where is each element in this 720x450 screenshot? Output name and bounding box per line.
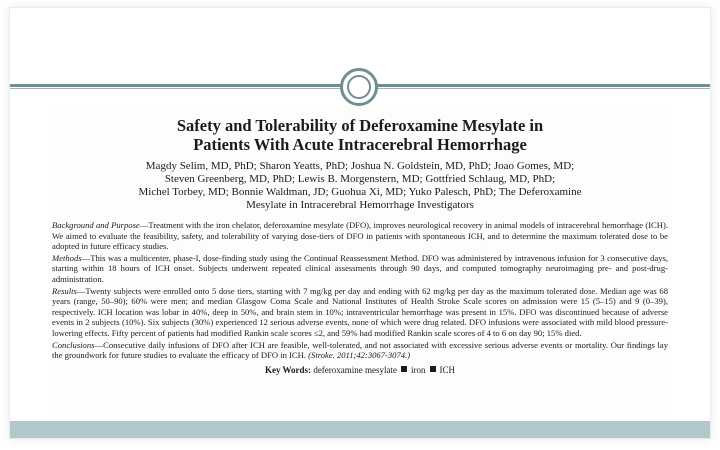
author-list [62,160,658,212]
section-text: Treatment with the iron chelator, deferoxamine mesylate (DFO), improves neurological recovery in animal models of intracerebral hemorrhage (ICH). We aimed to evaluate the feasibility, safety, and tolerability of varying dose-tiers of DFO in patients with spontaneous ICH, and to determine the maximum tolerated dose to be adopted in future efficacy studies. [52,220,669,252]
circle-ornament-icon [340,68,378,106]
paper-title-line: Patients With Acute Intracerebral Hemorrhage [193,135,527,154]
section-label: Background and Purpose [52,220,140,230]
section-label: Results [52,285,77,296]
paper-title-line: Safety and Tolerability of Deferoxamine Mesylate in [176,116,544,135]
slide-footer-band [10,421,710,438]
abstract-methods: Methods—This was a multicenter, phase-I, dose-finding study using the Continual Reassessment Method. DFO was administered by intravenous infusion for 3 consecutive days, starting within 18 hours of ICH onset. Subjects underwent repeated clinical assessments through 90 days, and computed tomography neuroimaging pre- and post-drug-administration. [52,252,668,284]
circle-ornament-inner [347,75,371,99]
square-bullet-icon [401,366,407,372]
keyword: iron [411,364,426,375]
abstract-conclusions: Conclusions—Consecutive daily infusions of DFO after ICH are feasible, well-tolerated, and not associated with excessive serious adverse events or mortality. Our findings lay the groundwork for future studies to evaluate the efficacy of DFO in ICH. (Stroke. 2011;42:3067-3074.) [52,339,668,361]
section-label: Conclusions [52,339,95,350]
paper-abstract-image [48,106,672,418]
keywords [48,364,672,376]
author-line: Magdy Selim, MD, PhD; Sharon Yeatts, PhD; Joshua N. Goldstein, MD, PhD; Joao Gomes, MD; [145,160,575,172]
author-line: Mesylate in Intracerebral Hemorrhage Investigators [246,199,474,211]
author-line: Michel Torbey, MD; Bonnie Waldman, JD; Guohua Xi, MD; Yuko Palesch, PhD; The Deferoxamine [138,186,582,198]
section-text: This was a multicenter, phase-I, dose-finding study using the Continual Reassessment Method. DFO was administered by intravenous infusion for 3 consecutive days, starting within 18 hours of ICH onset. Subjects underwent repeated clinical assessments through 90 days, and computed tomography neuroimaging pre- and post-drug-administration. [52,252,668,284]
keyword: deferoxamine mesylate [313,364,398,375]
section-label: Methods [52,252,82,263]
author-line: Steven Greenberg, MD, PhD; Lewis B. Morgenstern, MD; Gottfried Schlaug, MD, PhD; [164,173,556,185]
square-bullet-icon [430,366,436,372]
abstract-results: Results—Twenty subjects were enrolled onto 5 dose tiers, starting with 7 mg/kg per day and ending with 62 mg/kg per day as the maximum tolerated dose. Median age was 68 years (range, 50–90); 60% were men; and median Glasgow Coma Scale and National Institutes of Health Stroke Scale scores on admission were 15 (5–15) and 9 (0–39), respectively. ICH location was lobar in 40%, deep in 50%, and brain stem in 10%; intraventricular hemorrhage was present in 15%. DFO was discontinued because of adverse events in 2 subjects (10%). Six subjects (30%) experienced 12 serious adverse events, none of which were drug related. DFO infusions were associated with mild blood pressure-lowering effects. Fifty percent of patients had modified Rankin scale scores ≤2, and 59% had modified Rankin scale scores of 4 to 6 on day 90; 15% died. [52,285,668,338]
slide-frame [10,8,710,438]
abstract-background: Background and Purpose—Treatment with the iron chelator, deferoxamine mesylate (DFO), improves neurological recovery in animal models of intracerebral hemorrhage (ICH). We aimed to evaluate the feasibility, safety, and tolerability of varying dose-tiers of DFO in patients with spontaneous ICH, and to determine the maximum tolerated dose to be adopted in future efficacy studies. [52,220,669,252]
abstract [52,220,668,361]
paper-title [58,116,662,154]
journal-reference: (Stroke. 2011;42:3067-3074.) [308,350,411,361]
keywords-label: Key Words: [264,364,312,375]
keyword: ICH [439,364,456,375]
section-text: Twenty subjects were enrolled onto 5 dose tiers, starting with 7 mg/kg per day and ending with 62 mg/kg per day as the maximum tolerated dose. Median age was 68 years (range, 50–90); 60% were men; and median Glasgow Coma Scale and National Institutes of Health Stroke Scale scores on admission were 15 (5–15) and 9 (0–39), respectively. ICH location was lobar in 40%, deep in 50%, and brain stem in 10%; intraventricular hemorrhage was present in 15%. DFO was discontinued because of adverse events in 2 subjects (10%). Six subjects (30%) experienced 12 serious adverse events, none of which were drug related. DFO infusions were associated with mild blood pressure-lowering effects. Fifty percent of patients had modified Rankin scale scores ≤2, and 59% had modified Rankin scale scores of 4 to 6 on day 90; 15% died. [52,285,668,338]
section-text: Consecutive daily infusions of DFO after ICH are feasible, well-tolerated, and not associated with excessive serious adverse events or mortality. Our findings lay the groundwork for future studies to evaluate the efficacy of DFO in ICH. [52,339,668,361]
